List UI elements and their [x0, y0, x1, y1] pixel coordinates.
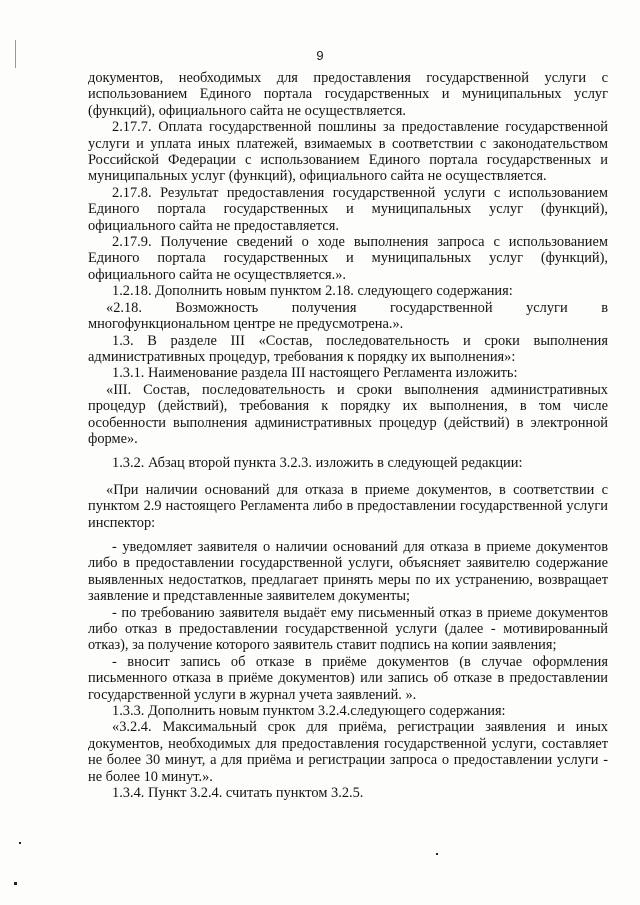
paragraph: 2.17.8. Результат предоставления государственной услуги с использованием Единого портала государственных и муниципальных услуг (функций), официального сайта не предоставляется. — [88, 184, 608, 234]
scan-artifact-dot — [14, 882, 17, 885]
paragraph: документов, необходимых для предоставления государственной услуги с использованием Единого портала государственных и муниципальных услуг (функций), официального сайта не осуществляется. — [88, 70, 608, 119]
paragraph: 1.3.3. Дополнить новым пунктом 3.2.4.следующего содержания: — [112, 703, 506, 720]
paragraph: «2.18. Возможность получения государственной услуги в — [106, 299, 608, 316]
paragraph: многофункциональном центре не предусмотрена.». — [88, 316, 404, 333]
paragraph: 2.17.9. Получение сведений о ходе выполнения запроса с использованием Единого портала государственных и муниципальных услуг (функций), официального сайта не осуществляется.». — [88, 234, 608, 283]
paragraph: 2.17.7. Оплата государственной пошлины за предоставление государственной услуги и уплата иных платежей, взимаемых в соответствии с законодательством Российской Федерации с использованием Единого портала государственных и муниципальных услуг (функций), официального сайта не осуществляется. — [88, 119, 608, 185]
list-item: - по требованию заявителя выдаёт ему письменный отказ в приеме документов либо отказ в предоставлении государственной услуги (далее - мотивированный отказ), за получение которого заявитель ставит подпись на копии заявления; — [88, 604, 608, 654]
paragraph: 1.3.4. Пункт 3.2.4. считать пунктом 3.2.5. — [112, 785, 364, 802]
paragraph: 1.3.2. Абзац второй пункта 3.2.3. изложить в следующей редакции: — [112, 455, 523, 472]
document-body — [88, 70, 608, 801]
list-item: - уведомляет заявителя о наличии оснований для отказа в приеме документов либо в предоставлении государственной услуги, объясняет заявителю содержание выявленных недостатков, предлагает принять меры по их устранению, возвращает заявление и представленные заявителем документы; — [88, 538, 608, 605]
scan-artifact-dot — [19, 842, 21, 844]
paragraph: 1.2.18. Дополнить новым пунктом 2.18. следующего содержания: — [112, 283, 513, 300]
page-number: 9 — [316, 48, 324, 63]
list-item: - вносит запись об отказе в приёме документов (в случае оформления письменного отказа в приёме документов) или запись об отказе в предоставлении государственной услуги в журнал учета заявлений. ». — [88, 653, 608, 703]
paragraph: «При наличии оснований для отказа в приеме документов, в соответствии с пунктом 2.9 настоящего Регламента либо в предоставлении государственной услуги инспектор: — [88, 481, 608, 531]
paragraph: «3.2.4. Максимальный срок для приёма, регистрации заявления и иных документов, необходимых для предоставления государственной услуги, составляет не более 30 минут, а для приёма и регистрации запроса о предоставлении услуги - не более 10 минут.». — [88, 719, 608, 785]
paragraph: 1.3. В разделе III «Состав, последовательность и сроки выполнения административных процедур, требования к порядку их выполнения»: — [88, 332, 608, 365]
paragraph: «III. Состав, последовательность и сроки выполнения административных процедур (действий), требования к порядку их выполнения, в том числе особенности выполнения административных процедур (действий) в электронной форме». — [88, 381, 608, 447]
scan-artifact-dot — [436, 853, 438, 855]
paragraph: 1.3.1. Наименование раздела III настоящего Регламента изложить: — [112, 365, 518, 382]
